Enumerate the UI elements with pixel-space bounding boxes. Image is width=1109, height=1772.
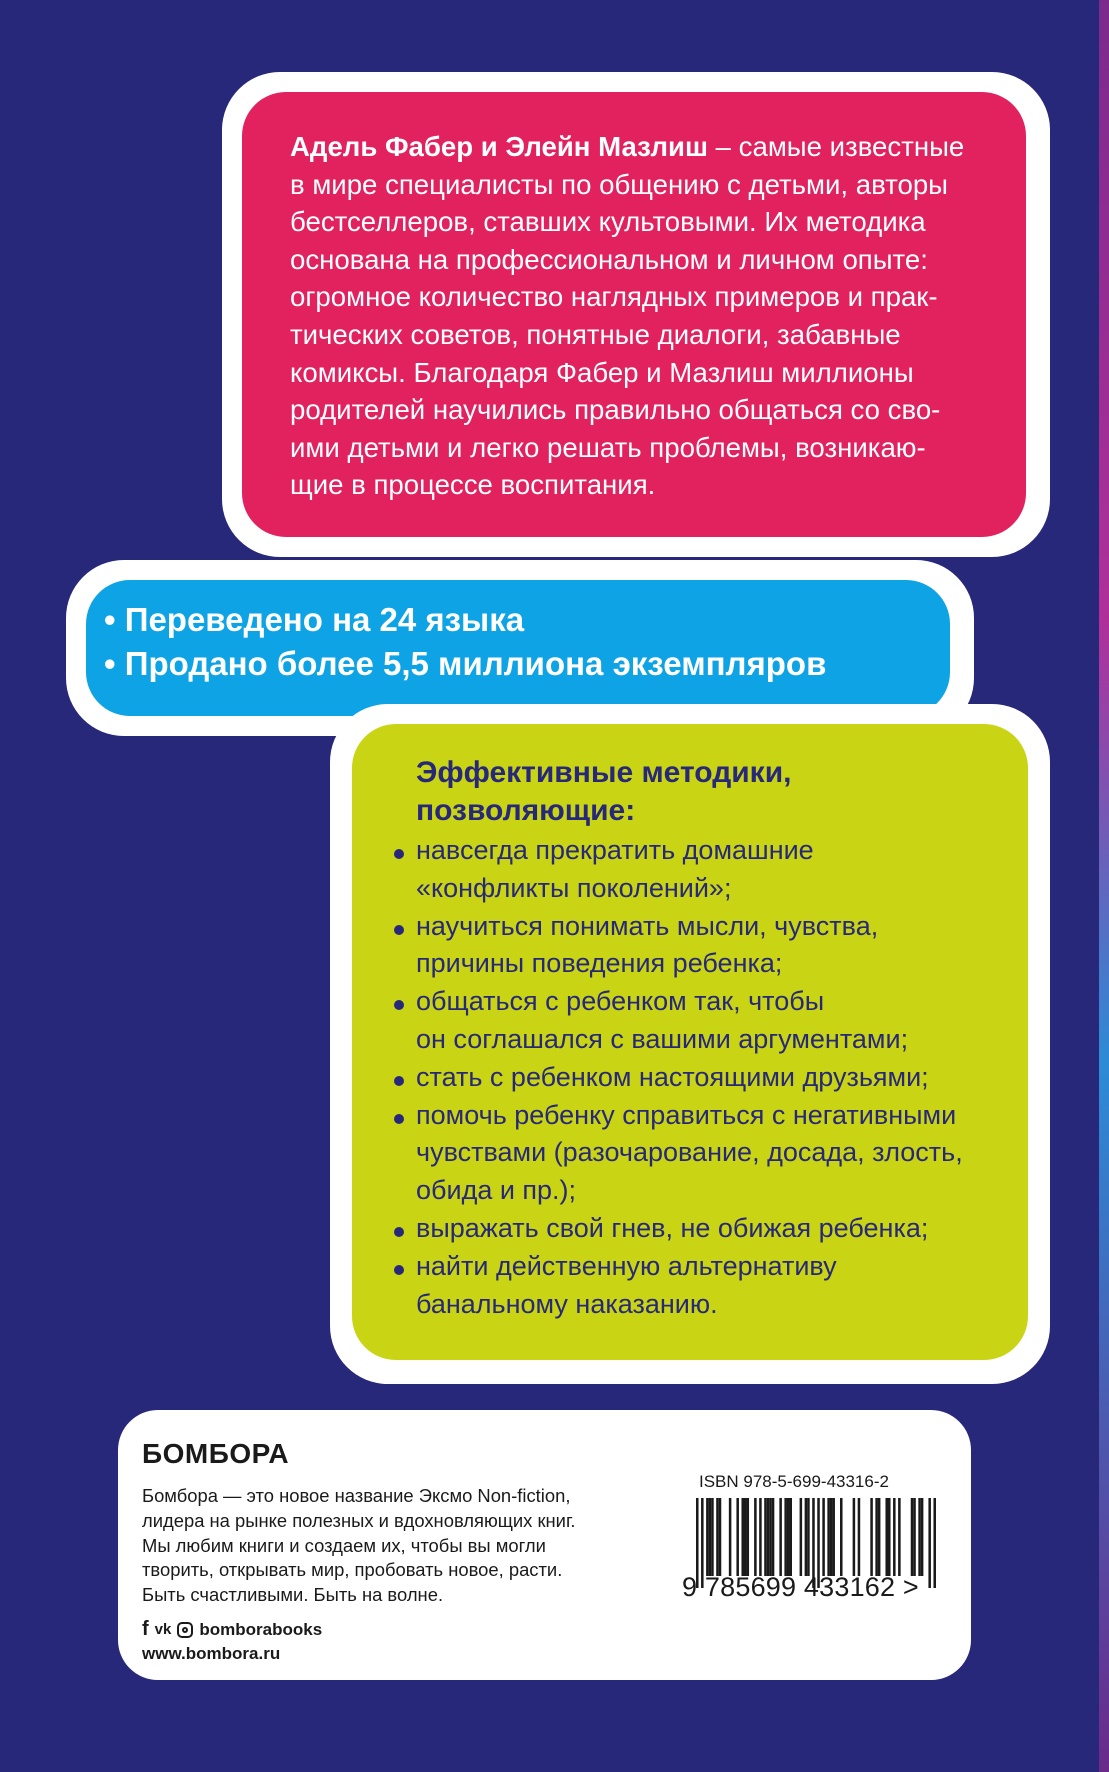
description-line-1: Адель Фабер и Элейн Мазлиш – самые известные — [290, 131, 965, 162]
barcode-digits: 9 785699 433162 > — [682, 1572, 919, 1602]
list-item: общаться с ребенком так, чтобы он соглашался с вашими аргументами; — [352, 983, 1028, 1059]
description-line-4: основана на профессиональном и личном опыте: — [290, 243, 928, 275]
barcode-bar — [711, 1498, 714, 1576]
authors-names: Адель Фабер и Элейн Мазлиш — [290, 131, 708, 162]
list-item: выражать свой гнев, не обижая ребенка; — [352, 1210, 1028, 1248]
barcode-bar — [709, 1498, 712, 1576]
website-link[interactable]: www.bombora.ru — [142, 1644, 281, 1663]
stats-block — [104, 598, 826, 686]
barcode-bar — [878, 1498, 881, 1576]
barcode-bar — [885, 1498, 888, 1576]
barcode-bar — [933, 1498, 936, 1588]
barcode-bar — [729, 1498, 732, 1576]
barcode-bar — [888, 1498, 891, 1576]
list-item: помочь ребенку справиться с негативными чувствами (разочарование, досада, злость, обида и пр.); — [352, 1097, 1028, 1210]
publisher-card — [118, 1410, 971, 1680]
description-line-8: родителей научились правильно общаться со сво- — [290, 394, 941, 426]
bullet-icon — [394, 1000, 404, 1010]
stat-translated: • Переведено на 24 языка — [104, 601, 525, 638]
bullet-icon — [394, 1076, 404, 1086]
barcode-bar — [898, 1498, 901, 1576]
barcode-bar — [719, 1498, 722, 1576]
barcode-bar — [928, 1498, 931, 1588]
barcode-bar — [764, 1498, 767, 1576]
bullet-icon — [394, 1227, 404, 1237]
social-handle[interactable]: bomborabooks — [199, 1619, 323, 1639]
description-line-7: комиксы. Благодаря Фабер и Мазлиш миллионы — [290, 356, 914, 388]
stat-sold: • Продано более 5,5 миллиона экземпляров — [104, 645, 827, 682]
bullet-icon — [394, 925, 404, 935]
barcode-bar — [747, 1498, 750, 1576]
barcode-bar — [840, 1498, 843, 1576]
barcode-bar — [736, 1498, 739, 1576]
vk-icon[interactable]: vk — [154, 1621, 172, 1638]
list-item: найти действенную альтернативу банальному наказанию. — [352, 1248, 1028, 1324]
facebook-icon[interactable]: f — [142, 1618, 149, 1640]
barcode-bar — [784, 1498, 787, 1576]
barcode-bar — [706, 1498, 709, 1576]
barcode-bar — [805, 1498, 808, 1576]
list-item: стать с ребенком настоящими друзьями; — [352, 1059, 1028, 1097]
barcode-bar — [913, 1498, 916, 1576]
barcode-bar — [744, 1498, 747, 1576]
barcode-bar — [870, 1498, 873, 1576]
barcode-bar — [741, 1498, 744, 1576]
bullet-icon — [394, 849, 404, 859]
description-line-3: бестселлеров, ставших культовыми. Их методика — [290, 206, 926, 238]
bullet-icon — [394, 1114, 404, 1124]
barcode-bar — [807, 1498, 810, 1576]
list-item: научиться понимать мысли, чувства, причины поведения ребенка; — [352, 908, 1028, 984]
description-line-9: ими детьми и легко решать проблемы, возникаю- — [290, 431, 926, 463]
barcode-bar — [800, 1498, 803, 1576]
description-line-10: щие в процессе воспитания. — [290, 469, 656, 501]
publisher-about: Бомбора — это новое название Эксмо Non-fiction, лидера на рынке полезных и вдохновляющих книг. Мы любим книги и создаем их, чтобы вы могли творить, открывать мир, пробовать новое, расти. Быть счастливыми. Быть на волне. — [142, 1485, 576, 1606]
barcode-bar — [759, 1498, 762, 1576]
barcode-bar — [911, 1498, 914, 1576]
barcode-bar — [827, 1498, 830, 1576]
barcode-bar — [830, 1498, 833, 1576]
isbn-label: ISBN 978-5-699-43316-2 — [699, 1472, 889, 1491]
methods-heading: Эффективные методики, позволяющие: — [416, 756, 792, 827]
barcode-bar — [789, 1498, 792, 1576]
publisher-logo: БОМБОРА — [142, 1438, 290, 1469]
barcode-bar — [893, 1498, 896, 1576]
blue-card — [86, 580, 950, 716]
barcode-bar — [754, 1498, 757, 1576]
barcode-bar — [832, 1498, 835, 1576]
barcode-bar — [772, 1498, 775, 1576]
barcode-bar — [921, 1498, 924, 1576]
barcode-bar — [853, 1498, 856, 1576]
barcode-bar — [767, 1498, 770, 1576]
bullet-icon — [394, 1265, 404, 1275]
barcode-bar — [779, 1498, 782, 1576]
list-item: навсегда прекратить домашние «конфликты поколений»; — [352, 832, 1028, 908]
yellow-card — [352, 724, 1028, 1360]
social-links — [142, 1618, 322, 1641]
methods-list — [352, 832, 1028, 1323]
barcode-bar — [918, 1498, 921, 1576]
spine-edge — [1099, 0, 1109, 1772]
barcode-bar — [858, 1498, 861, 1576]
instagram-icon[interactable] — [177, 1622, 193, 1638]
description-line-2: в мире специалисты по общению с детьми, авторы — [290, 168, 949, 200]
description-line-5: огромное количество наглядных примеров и прак- — [290, 281, 938, 313]
barcode-bar — [875, 1498, 878, 1576]
barcode-bar — [822, 1498, 825, 1576]
barcode-bar — [769, 1498, 772, 1576]
barcode-bar — [716, 1498, 719, 1576]
pink-card — [242, 92, 1026, 537]
barcode-bar — [787, 1498, 790, 1576]
authors-description — [290, 128, 990, 504]
description-line-6: тических советов, понятные диалоги, забавные — [290, 318, 901, 350]
